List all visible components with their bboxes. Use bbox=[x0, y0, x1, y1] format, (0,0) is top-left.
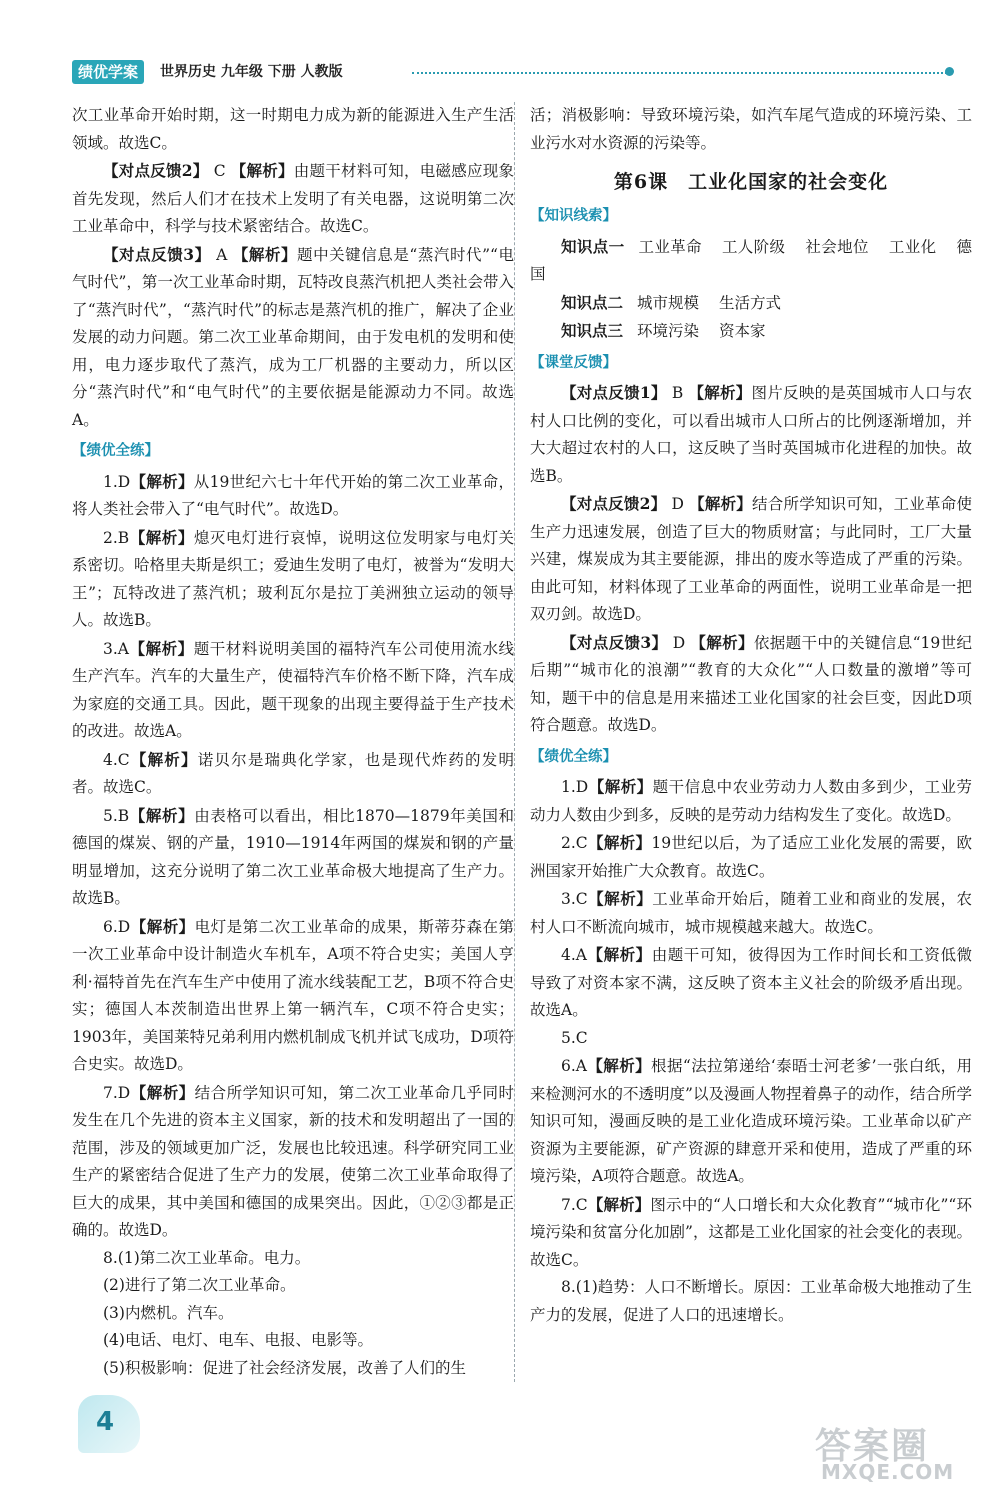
answer-number: 1.D bbox=[561, 778, 589, 796]
answer-item bbox=[72, 524, 514, 635]
analysis-tag: 【解析】 bbox=[588, 777, 653, 796]
analysis-text: 图片反映的是英国城市人口与农村人口比例的变化，可以看出城市人口所占的比例逐渐增加，并大大超过农村的人口，这反映了当时英国城市化进程的加快。故选B。 bbox=[530, 384, 972, 485]
answer-item bbox=[530, 829, 972, 885]
knowledge-point-label: 知识点二 bbox=[561, 292, 624, 312]
body-paragraph: (5)积极影响：促进了社会经济发展，改善了人们的生 bbox=[103, 1358, 466, 1377]
analysis-text: 题中关键信息是“蒸汽时代”“电气时代”，第一次工业革命时期，瓦特改良蒸汽机把人类社会带入了“蒸汽时代”，“蒸汽时代”的标志是蒸汽机的推广，解决了企业发展的动力问题。第二次工业革命期间，由于发电机的发明和使用，电力逐步取代了蒸汽，成为工厂机器的主要动力，所以区分“蒸汽时代”和“电气时代”的主要依据是能源动力不同。故选A。 bbox=[72, 245, 514, 429]
right-column bbox=[530, 102, 972, 1329]
answer-item bbox=[72, 468, 514, 524]
analysis-text: 由题干可知，彼得因为工作时间长和工资低微导致了对资本家不满，这反映了资本主义社会的阶级矛盾出现。故选A。 bbox=[530, 946, 972, 1019]
feedback-label: 【对点反馈2】 bbox=[103, 161, 209, 180]
feedback-paragraph bbox=[72, 157, 514, 241]
answer-number: 4.C bbox=[103, 750, 130, 769]
answer-number: 2.B bbox=[103, 528, 130, 547]
answer-number: 7.C bbox=[561, 1195, 588, 1214]
section-heading: 【绩优全练】 bbox=[530, 748, 617, 765]
analysis-text: 由表格可以看出，相比1870—1879年美国和德国的煤炭、钢的产量，1910—1914年两国的煤炭和钢的产量明显增加，这充分说明了第二次工业革命极大地提高了生产力。故选B。 bbox=[72, 806, 514, 907]
analysis-tag: 【解析】 bbox=[129, 527, 194, 547]
body-paragraph: 8.(1)第二次工业革命。电力。 bbox=[103, 1248, 311, 1267]
knowledge-point-label: 知识点三 bbox=[561, 321, 624, 340]
knowledge-point-term: 工业革命 bbox=[638, 237, 702, 256]
feedback-label: 【对点反馈3】 bbox=[561, 632, 668, 652]
answer-number: 3.A bbox=[103, 639, 129, 658]
analysis-text: 根据“法拉第递给‘泰晤士河老爹’一张白纸，用来检测河水的不透明度”以及漫画人物捏着鼻子的动作，结合所学知识可知，漫画反映的是工业化造成环境污染。工业革命以矿产资源为主要能源，矿产资源的肆意开采和使用，造成了严重的环境污染，A项符合题意。故选A。 bbox=[530, 1057, 972, 1185]
answer-item bbox=[72, 746, 514, 802]
body-paragraph: 5.C bbox=[561, 1028, 588, 1047]
answer-item bbox=[530, 885, 972, 941]
watermark-logo bbox=[815, 1418, 965, 1488]
feedback-paragraph bbox=[530, 629, 972, 740]
analysis-tag: 【解析】 bbox=[586, 1056, 652, 1075]
analysis-tag: 【解析】 bbox=[129, 805, 195, 825]
analysis-tag: 【解析】 bbox=[587, 1194, 651, 1214]
analysis-tag: 【解析】 bbox=[689, 494, 753, 513]
brand-label: 绩优学案 bbox=[72, 60, 144, 84]
page-header bbox=[72, 60, 962, 86]
left-column bbox=[72, 102, 514, 1382]
analysis-tag: 【解析】 bbox=[130, 916, 195, 936]
body-paragraph: 次工业革命开始时期，这一时期电力成为新的能源进入生产生活领域。故选C。 bbox=[72, 106, 514, 152]
analysis-text: 题干材料说明美国的福特汽车公司使用流水线生产汽车。汽车的大量生产，使福特汽车价格不断下降，汽车成为家庭的交通工具。因此，题干现象的出现主要得益于生产技术的改进。故选A。 bbox=[72, 639, 514, 740]
analysis-text: 工业革命开始后，随着工业和商业的发展，农村人口不断流向城市，城市规模越来越大。故选C。 bbox=[530, 890, 972, 936]
knowledge-point-line bbox=[530, 317, 972, 346]
analysis-tag: 【解析】 bbox=[690, 632, 754, 652]
knowledge-point-term: 环境污染 bbox=[637, 322, 700, 340]
knowledge-point-term: 资本家 bbox=[719, 322, 766, 340]
knowledge-point-label: 知识点一 bbox=[561, 236, 625, 256]
feedback-paragraph bbox=[530, 379, 972, 490]
knowledge-point-term: 社会地位 bbox=[805, 237, 869, 256]
answer-number: 7.D bbox=[103, 1083, 131, 1102]
answer-number: 4.A bbox=[561, 946, 587, 964]
section-heading: 【绩优全练】 bbox=[72, 443, 159, 459]
series-title: 世界历史 九年级 下册 人教版 bbox=[160, 64, 343, 80]
watermark-url: MXQE.COM bbox=[821, 1460, 955, 1484]
answer-item bbox=[72, 635, 514, 746]
feedback-answer: D bbox=[666, 495, 690, 513]
analysis-text: 题干信息中农业劳动力人数由多到少，工业劳动力人数由少到多，反映的是劳动力结构发生了变化。故选D。 bbox=[530, 778, 972, 824]
analysis-text: 熄灭电灯进行哀悼，说明这位发明家与电灯关系密切。哈格里夫斯是织工；爱迪生发明了电灯，被誉为“发明大王”；瓦特改进了蒸汽机；玻利瓦尔是拉丁美洲独立运动的领导人。故选B。 bbox=[72, 528, 514, 629]
feedback-paragraph bbox=[530, 490, 972, 629]
feedback-answer: B bbox=[666, 384, 689, 402]
answer-number: 6.D bbox=[103, 917, 131, 936]
analysis-tag: 【解析】 bbox=[128, 638, 194, 658]
knowledge-point-line bbox=[530, 233, 972, 289]
knowledge-point-term: 城市规模 bbox=[637, 293, 700, 312]
analysis-tag: 【解析】 bbox=[129, 749, 198, 769]
answer-number: 5.B bbox=[103, 806, 130, 825]
analysis-tag: 【解析】 bbox=[586, 945, 652, 964]
answer-item bbox=[530, 773, 972, 829]
feedback-label: 【对点反馈1】 bbox=[561, 383, 667, 402]
answer-item bbox=[530, 1052, 972, 1191]
body-paragraph: (2)进行了第二次工业革命。 bbox=[103, 1276, 296, 1294]
answer-number: 3.C bbox=[561, 890, 588, 908]
analysis-text: 结合所学知识可知，工业革命使生产力迅速发展，创造了巨大的物质财富；与此同时，工厂大量兴建，煤炭成为其主要能源，排出的废水等造成了严重的污染。由此可知，材料体现了工业革命的两面性，说明工业革命是一把双刃剑。故选D。 bbox=[530, 495, 972, 623]
analysis-text: 图示中的“人口增长和大众化教育”“城市化”“环境污染和贫富分化加剧”，这都是工业化国家的社会变化的表现。故选C。 bbox=[530, 1195, 972, 1269]
analysis-tag: 【解析】 bbox=[130, 1082, 195, 1102]
answer-number: 1.D bbox=[103, 472, 131, 491]
answer-item bbox=[72, 802, 514, 913]
feedback-label: 【对点反馈2】 bbox=[561, 494, 667, 513]
section-heading: 【知识线索】 bbox=[530, 208, 617, 224]
answer-number: 6.A bbox=[561, 1057, 587, 1075]
body-paragraph: (3)内燃机。汽车。 bbox=[103, 1303, 234, 1322]
knowledge-point-term: 德国 bbox=[530, 237, 972, 283]
analysis-text: 诺贝尔是瑞典化学家，也是现代炸药的发明者。故选C。 bbox=[72, 750, 514, 796]
analysis-text: 由题干材料可知，电磁感应现象首先发现，然后人们才在技术上发明了有关电器，这说明第二次工业革命中，科学与技术紧密结合。故选C。 bbox=[72, 162, 514, 235]
section-heading: 【课堂反馈】 bbox=[530, 354, 617, 371]
feedback-answer: D bbox=[667, 633, 691, 652]
feedback-answer: C bbox=[208, 162, 231, 180]
body-paragraph: 8.(1)趋势：人口不断增长。原因：工业革命极大地推动了生产力的发展，促进了人口的迅速增长。 bbox=[530, 1278, 972, 1324]
answer-item bbox=[72, 913, 514, 1079]
knowledge-point-line bbox=[530, 289, 972, 318]
analysis-text: 19世纪以后，为了适应工业化发展的需要，欧洲国家开始推广大众教育。故选C。 bbox=[530, 834, 972, 880]
analysis-tag: 【解析】 bbox=[587, 889, 653, 908]
knowledge-point-term: 生活方式 bbox=[719, 293, 782, 312]
page-number-badge bbox=[78, 1395, 140, 1453]
answer-item bbox=[72, 1079, 514, 1245]
feedback-answer: A bbox=[210, 245, 233, 264]
watermark-text: 答案圈 bbox=[815, 1426, 930, 1467]
analysis-text: 从19世纪六七十年代开始的第二次工业革命，将人类社会带入了“电气时代”。故选D。 bbox=[72, 472, 514, 518]
analysis-text: 结合所学知识可知，第二次工业革命几乎同时发生在几个先进的资本主义国家，新的技术和发明超出了一国的范围，涉及的领域更加广泛，发展也比较迅速。科学研究同工业生产的紧密结合促进了生产力的发展，使第二次工业革命取得了巨大的成果，其中美国和德国的成果突出。因此，①②③都是正确的。故选D。 bbox=[72, 1083, 514, 1239]
lesson-title: 第6课 工业化国家的社会变化 bbox=[613, 171, 889, 193]
knowledge-point-term: 工业化 bbox=[888, 237, 937, 256]
body-paragraph: 活；消极影响：导致环境污染，如汽车尾气造成的环境污染、工业污水对水资源的污染等。 bbox=[530, 106, 972, 152]
column-divider bbox=[514, 102, 515, 1382]
knowledge-point-term: 工人阶级 bbox=[721, 237, 786, 256]
page-number: 4 bbox=[96, 1407, 115, 1437]
answer-item bbox=[530, 941, 972, 1025]
analysis-text: 电灯是第二次工业革命的成果，斯蒂芬森在第一次工业革命中设计制造火车机车，A项不符合史实；美国人亨利·福特首先在汽车生产中使用了流水线装配工艺，B项不符合史实；德国人本茨制造出世界上第一辆汽车，C项不符合史实；1903年，美国莱特兄弟利用内燃机制成飞机并试飞成功，D项符合史实。故选D。 bbox=[72, 917, 514, 1073]
header-rule-dot-icon bbox=[945, 67, 954, 76]
body-paragraph: (4)电话、电灯、电车、电报、电影等。 bbox=[103, 1331, 373, 1349]
header-dotted-rule bbox=[412, 72, 947, 74]
analysis-tag: 【解析】 bbox=[230, 161, 294, 180]
analysis-tag: 【解析】 bbox=[232, 244, 298, 264]
feedback-paragraph bbox=[72, 241, 514, 435]
analysis-tag: 【解析】 bbox=[587, 833, 652, 852]
analysis-text: 依据题干中的关键信息“19世纪后期”“城市化的浪潮”“教育的大众化”“人口数量的激增”等可知，题干中的信息是用来描述工业化国家的社会巨变，因此D项符合题意。故选D。 bbox=[530, 633, 972, 734]
analysis-tag: 【解析】 bbox=[130, 471, 194, 491]
answer-number: 2.C bbox=[561, 834, 588, 852]
answer-item bbox=[530, 1191, 972, 1275]
analysis-tag: 【解析】 bbox=[688, 383, 752, 402]
feedback-label: 【对点反馈3】 bbox=[103, 244, 211, 264]
